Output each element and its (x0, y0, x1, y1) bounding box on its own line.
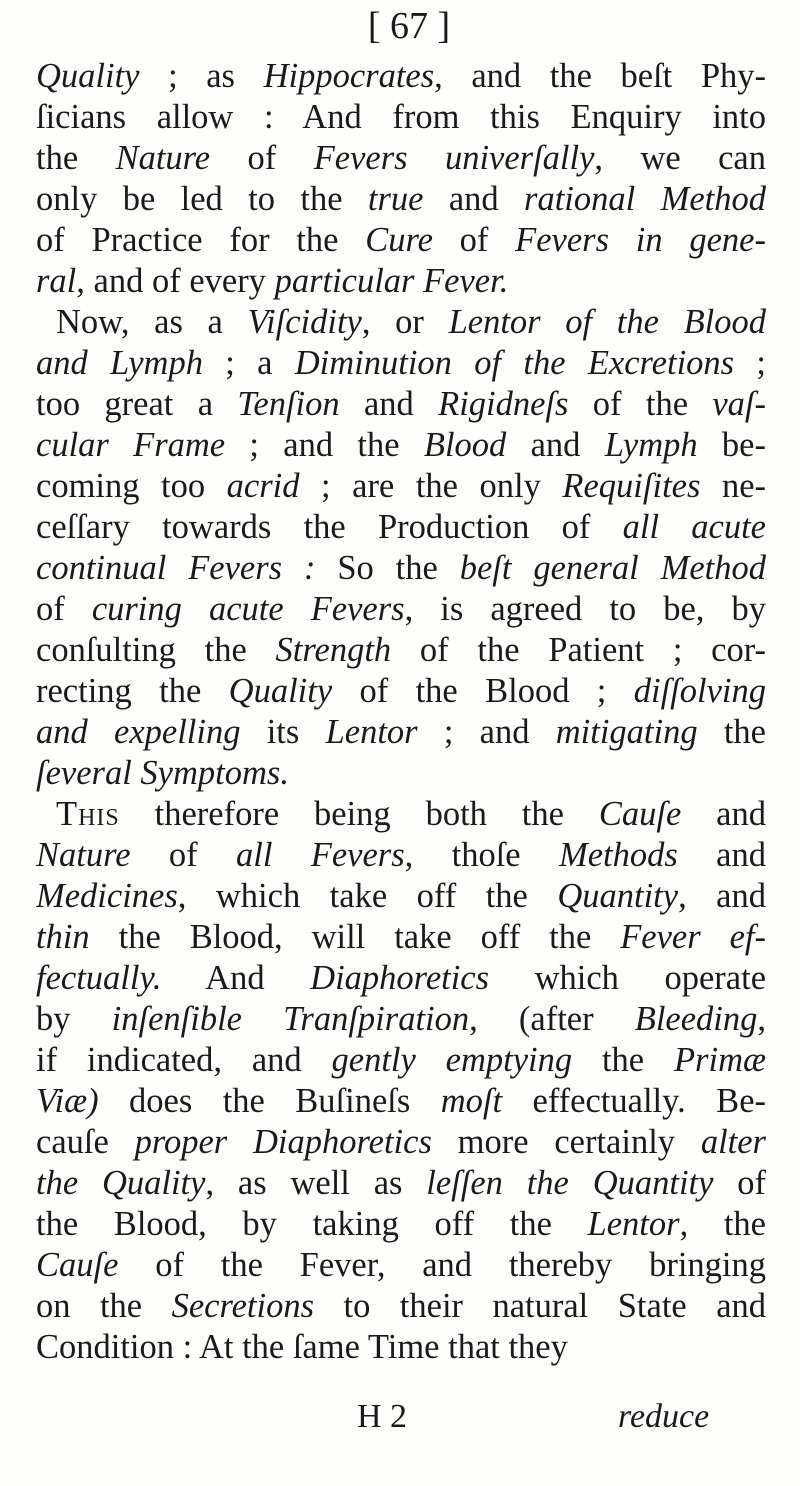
text-line (36, 630, 766, 671)
italic-text: particular Fever. (274, 262, 509, 300)
text-run: of (432, 221, 516, 259)
italic-text: true (367, 180, 424, 218)
text-run: more certainly (431, 1123, 701, 1161)
text-line (36, 1122, 766, 1163)
text-run: and (677, 836, 766, 874)
italic-text: Cure (365, 221, 433, 259)
italic-text: Viæ) (36, 1082, 99, 1120)
italic-text: Secretions (171, 1287, 315, 1325)
text-line (36, 425, 766, 466)
italic-text: Lentor (587, 1205, 680, 1243)
text-run: effectually. Be- (502, 1082, 766, 1120)
text-run: , and the beſt Phy- (434, 57, 766, 95)
italic-text: mitigating (555, 713, 698, 751)
italic-text: Cauſe (36, 1246, 119, 1284)
italic-text: Quality (228, 672, 333, 710)
text-line (36, 876, 766, 917)
text-line (36, 794, 766, 835)
text-run: ; a (202, 344, 295, 382)
italic-text: Diaphoretics (310, 959, 490, 997)
italic-text: Tenſion (237, 385, 340, 423)
text-run: ne- (700, 467, 766, 505)
italic-text: and expelling (36, 713, 241, 751)
italic-text: Quality (36, 57, 140, 95)
italic-text: leſſen the Quantity (426, 1164, 714, 1202)
italic-text: Strength (275, 631, 392, 669)
italic-text: fectually. (36, 959, 162, 997)
text-run: of Practice for the (36, 221, 366, 259)
italic-text: all Fevers (236, 836, 405, 874)
text-run: coming too (36, 467, 227, 505)
text-run: This (56, 795, 120, 833)
text-line (36, 589, 766, 630)
italic-text: Diminution of the Excretions (294, 344, 735, 382)
text-run: , we can (594, 139, 766, 177)
italic-text: thin (36, 918, 90, 956)
text-line (36, 1040, 766, 1081)
italic-text: Fevers univerſally (313, 139, 595, 177)
text-run: , which take off the (177, 877, 558, 915)
text-run: , and (678, 877, 766, 915)
italic-text: continual Fevers : (36, 549, 316, 587)
text-run: too great a (36, 385, 238, 423)
text-run: , (after (469, 1000, 635, 1038)
text-run: ſicians allow : And from this Enquiry into (36, 98, 766, 136)
text-run: and (423, 180, 525, 218)
text-line (36, 835, 766, 876)
page-number-header (0, 2, 800, 50)
text-run: ; and the (225, 426, 424, 464)
text-run: which operate (489, 959, 766, 997)
text-line (36, 548, 766, 589)
text-run: ; are the only (299, 467, 563, 505)
text-run: the Blood, will take off the (89, 918, 621, 956)
text-run: the Blood, by taking off the (36, 1205, 588, 1243)
text-line (36, 1204, 766, 1245)
italic-text: Nature (115, 139, 211, 177)
italic-text: Lymph (604, 426, 698, 464)
text-line (36, 97, 766, 138)
italic-text: Bleeding (634, 1000, 758, 1038)
text-run: and (506, 426, 605, 464)
text-run: therefore being both the (119, 795, 599, 833)
italic-text: Primæ (673, 1041, 766, 1079)
text-run: the (572, 1041, 674, 1079)
catchword: reduce (618, 1398, 710, 1435)
italic-text: Hippocrates (263, 57, 435, 95)
italic-text: Quantity (557, 877, 679, 915)
italic-text: all acute (622, 508, 766, 546)
text-run: of the Blood ; (332, 672, 634, 710)
italic-text: alter (700, 1123, 766, 1161)
text-run: , or (361, 303, 449, 341)
text-run: and (339, 385, 439, 423)
text-run: , (757, 1000, 766, 1038)
italic-text: cular Frame (36, 426, 226, 464)
italic-text: vaſ- (712, 385, 766, 423)
text-line (36, 917, 766, 958)
text-line (36, 261, 766, 302)
text-line (36, 1081, 766, 1122)
text-line (36, 384, 766, 425)
body-text (36, 56, 766, 1368)
text-run: of the Patient ; cor- (391, 631, 766, 669)
text-run: ; (734, 344, 766, 382)
text-line (36, 138, 766, 179)
italic-text: Rigidneſs (438, 385, 569, 423)
text-run: , is agreed to be, by (404, 590, 766, 628)
text-line (36, 179, 766, 220)
italic-text: diſſolving (633, 672, 766, 710)
italic-text: and Lymph (36, 344, 203, 382)
text-run: and (681, 795, 766, 833)
italic-text: Nature (36, 836, 131, 874)
text-line (36, 466, 766, 507)
italic-text: Fevers in gene- (515, 221, 766, 259)
text-run: of (130, 836, 237, 874)
italic-text: Fever ef- (620, 918, 766, 956)
text-run: , the (679, 1205, 766, 1243)
italic-text: Viſcidity (247, 303, 362, 341)
italic-text: acrid (226, 467, 300, 505)
text-run: its (240, 713, 326, 751)
text-run: Now, as a (56, 303, 248, 341)
text-line (36, 1327, 766, 1368)
text-run: , as well as (205, 1164, 427, 1202)
text-run: be- (697, 426, 766, 464)
text-line (36, 753, 766, 794)
italic-text: gently emptying (331, 1041, 573, 1079)
italic-text: Medicines (36, 877, 178, 915)
italic-text: Requiſites (562, 467, 701, 505)
text-run: to their natural State and (314, 1287, 766, 1325)
text-run: of (36, 590, 92, 628)
text-line (36, 1163, 766, 1204)
italic-text: curing acute Fevers (91, 590, 405, 628)
text-run: , and of every (76, 262, 275, 300)
text-run: , thoſe (404, 836, 559, 874)
text-run: ; and (417, 713, 556, 751)
text-line (36, 220, 766, 261)
text-run: ceſſary towards the Production of (36, 508, 623, 546)
text-run: on the (36, 1287, 172, 1325)
text-run: does the Buſineſs (98, 1082, 441, 1120)
text-run: So the (315, 549, 460, 587)
text-run: ; as (139, 57, 264, 95)
text-line (36, 958, 766, 999)
text-run: if indicated, and (36, 1041, 332, 1079)
italic-text: moſt (440, 1082, 503, 1120)
text-line (36, 56, 766, 97)
italic-text: ſeveral Symptoms. (36, 754, 289, 792)
text-run: conſulting the (36, 631, 276, 669)
page-footer (0, 1398, 800, 1442)
text-line (36, 343, 766, 384)
text-run: And (161, 959, 311, 997)
text-run: of (713, 1164, 766, 1202)
text-run: of (210, 139, 314, 177)
italic-text: Methods (558, 836, 678, 874)
italic-text: inſenſible Tranſpiration (111, 1000, 470, 1038)
italic-text: Lentor (325, 713, 418, 751)
text-run: Condition : At the ſame Time that they (36, 1328, 568, 1366)
text-run: of the Fever, and thereby bringing (118, 1246, 766, 1284)
page-number: [ 67 ] (367, 5, 451, 47)
text-run: of the (568, 385, 713, 423)
text-run: the (697, 713, 766, 751)
text-run: the (36, 139, 116, 177)
text-run: recting the (36, 672, 229, 710)
italic-text: beſt general Method (459, 549, 766, 587)
text-run: by (36, 1000, 112, 1038)
text-line (36, 302, 766, 343)
text-run: cauſe (36, 1123, 135, 1161)
italic-text: the Quality (36, 1164, 206, 1202)
text-line (36, 507, 766, 548)
italic-text: rational Method (524, 180, 766, 218)
italic-text: proper Diaphoretics (134, 1123, 432, 1161)
italic-text: ral (36, 262, 77, 300)
italic-text: Blood (423, 426, 507, 464)
signature-mark: H 2 (357, 1398, 408, 1435)
italic-text: Cauſe (598, 795, 682, 833)
text-line (36, 999, 766, 1040)
text-line (36, 1245, 766, 1286)
text-line (36, 712, 766, 753)
text-line (36, 1286, 766, 1327)
text-run: only be led to the (36, 180, 368, 218)
italic-text: Lentor of the Blood (448, 303, 766, 341)
text-line (36, 671, 766, 712)
